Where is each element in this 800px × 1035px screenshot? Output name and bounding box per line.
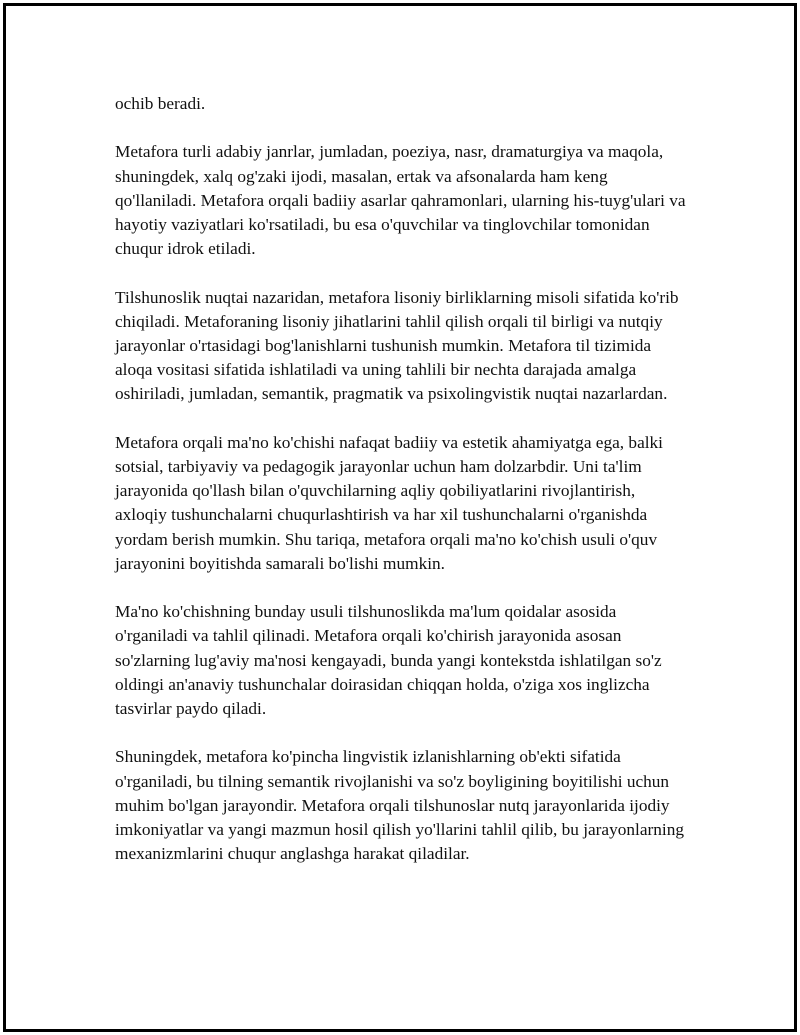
paragraph: Metafora orqali ma'no ko'chishi nafaqat badiiy va estetik ahamiyatga ega, balki sotsial, tarbiyaviy va pedagogik jarayonlar uchun ham dolzarbdir. Uni ta'lim jarayonida qo'llash bilan o'quvchilarning aqliy qobiliyatlarini rivojlantirish, axloqiy tushunchalarni chuqurlashtirish va har xil tushunchalarni o'rganishda yordam berish mumkin. Shu tariqa, metafora orqali ma'no ko'chish usuli o'quv jarayonini boyitishda samarali bo'lishi mumkin.: [115, 432, 663, 573]
document-body: [115, 92, 690, 891]
paragraph: Metafora turli adabiy janrlar, jumladan, poeziya, nasr, dramaturgiya va maqola, shuningdek, xalq og'zaki ijodi, masalan, ertak va afsonalarda ham keng qo'llaniladi. Metafora orqali badiiy asarlar qahramonlari, ularning his-tuyg'ulari va hayotiy vaziyatlari ko'rsatiladi, bu esa o'quvchilar va tinglovchilar tomonidan chuqur idrok etiladi.: [115, 142, 686, 259]
paragraph: Tilshunoslik nuqtai nazaridan, metafora lisoniy birliklarning misoli sifatida ko'rib chiqiladi. Metaforaning lisoniy jihatlarini tahlil qilish orqali til birligi va nutqiy jarayonlar o'rtasidagi bog'lanishlarni tushunish mumkin. Metafora til tizimida aloqa vositasi sifatida ishlatiladi va uning tahlili bir nechta darajada amalga oshiriladi, jumladan, semantik, pragmatik va psixolingvistik nuqtai nazarlardan.: [115, 287, 679, 404]
paragraph: Shuningdek, metafora ko'pincha lingvistik izlanishlarning ob'ekti sifatida o'rganiladi, bu tilning semantik rivojlanishi va so'z boyligining boyitilishi uchun muhim bo'lgan jarayondir. Metafora orqali tilshunoslar nutq jarayonlarida ijodiy imkoniyatlar va yangi mazmun hosil qilish yo'llarini tahlil qilib, bu jarayonlarning mexanizmlarini chuqur anglashga harakat qiladilar.: [115, 747, 684, 864]
paragraph: ochib beradi.: [115, 94, 206, 113]
paragraph: Ma'no ko'chishning bunday usuli tilshunoslikda ma'lum qoidalar asosida o'rganiladi va tahlil qilinadi. Metafora orqali ko'chirish jarayonida asosan so'zlarning lug'aviy ma'nosi kengayadi, bunda yangi kontekstda ishlatilgan so'z oldingi an'anaviy tushunchalar doirasidan chiqqan holda, o'ziga xos inglizcha tasvirlar paydo qiladi.: [115, 602, 662, 719]
